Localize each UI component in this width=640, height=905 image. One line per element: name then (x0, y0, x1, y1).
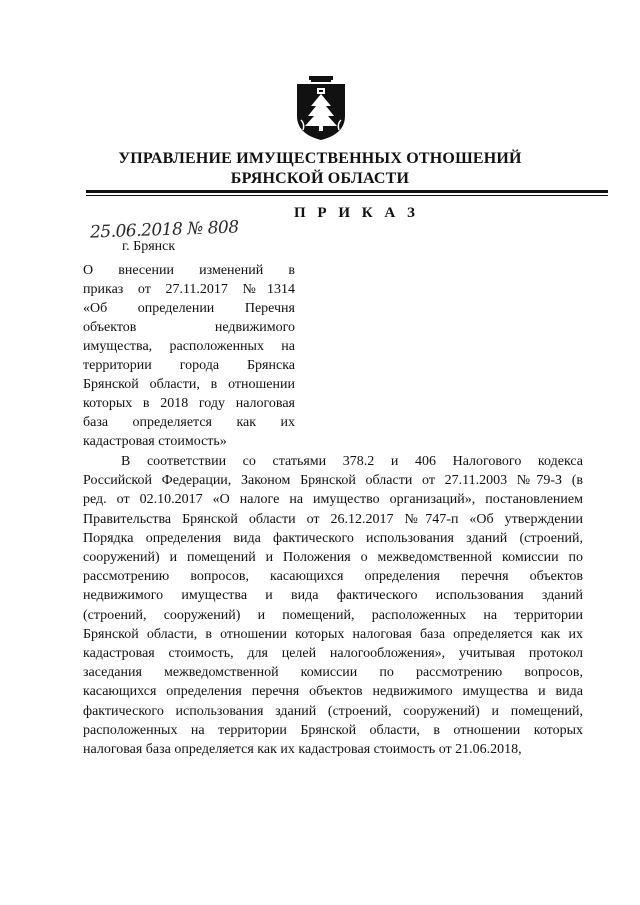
order-subject (83, 261, 295, 451)
city-label: г. Брянск (122, 239, 176, 254)
header-rule-thin (86, 195, 608, 196)
body-line: касающихся определения перечня объектов недвижимого имущества и вида (83, 684, 583, 700)
body-line: недвижимого имущества и вида фактического использования зданий (83, 588, 583, 604)
body-line: Брянской области, в отношении которых налоговая база определяется как их (83, 626, 583, 642)
body-line: Порядка определения вида фактического использования зданий (строений, (83, 530, 583, 546)
document-type-title: П Р И К А З (294, 205, 419, 221)
handwritten-date-number: 25.06.2018 № 808 (89, 217, 239, 243)
subject-line: территории города Брянска (83, 358, 295, 373)
subject-line: «Об определении Перечня (83, 301, 295, 316)
body-line: кадастровая стоимость, для целей налогообложения», учитывая протокол (83, 646, 583, 662)
header-rule-thick (86, 190, 608, 193)
subject-line: объектов недвижимого (83, 320, 295, 335)
body-line: Российской Федерации, Законом Брянской области от 27.11.2003 №79-З (в (83, 473, 583, 489)
subject-line: база определяется как их (83, 415, 295, 430)
subject-line: приказ от 27.11.2017 №1314 (83, 282, 295, 297)
body-line: Правительства Брянской области от 26.12.2017 №747-п «Об утверждении (83, 511, 583, 527)
body-line: рассмотрению вопросов, касающихся определения перечня объектов (83, 569, 583, 585)
order-body-paragraph (83, 452, 583, 759)
body-line: налоговая база определяется как их кадастровая стоимость от 21.06.2018, (83, 742, 522, 758)
body-line: ред. от 02.10.2017 «О налоге на имущество организаций», постановлением (83, 492, 583, 508)
subject-line: кадастровая стоимость» (83, 434, 227, 449)
subject-line: имущества, расположенных на (83, 339, 295, 354)
agency-name-line1: УПРАВЛЕНИЕ ИМУЩЕСТВЕННЫХ ОТНОШЕНИЙ (118, 150, 522, 167)
body-line: заседания межведомственной комиссии по рассмотрению вопросов, (83, 665, 583, 681)
body-line: сооружений) и помещений и Положения о межведомственной комиссии по (83, 550, 583, 566)
body-line: фактического использования зданий (строений, сооружений) и помещений, (83, 703, 583, 719)
body-line: В соответствии со статьями 378.2 и 406 Налогового кодекса (121, 454, 583, 469)
subject-line: которых в 2018 году налоговая (83, 396, 295, 411)
body-line: (строений, сооружений) и помещений, расположенных на территории (83, 607, 583, 623)
subject-line: О внесении изменений в (83, 263, 295, 278)
subject-line: Брянской области, в отношении (83, 377, 295, 392)
agency-name-line2: БРЯНСКОЙ ОБЛАСТИ (230, 170, 410, 187)
body-line: расположенных на территории Брянской области, в отношении которых (83, 722, 583, 738)
coat-of-arms-emblem (295, 76, 347, 142)
